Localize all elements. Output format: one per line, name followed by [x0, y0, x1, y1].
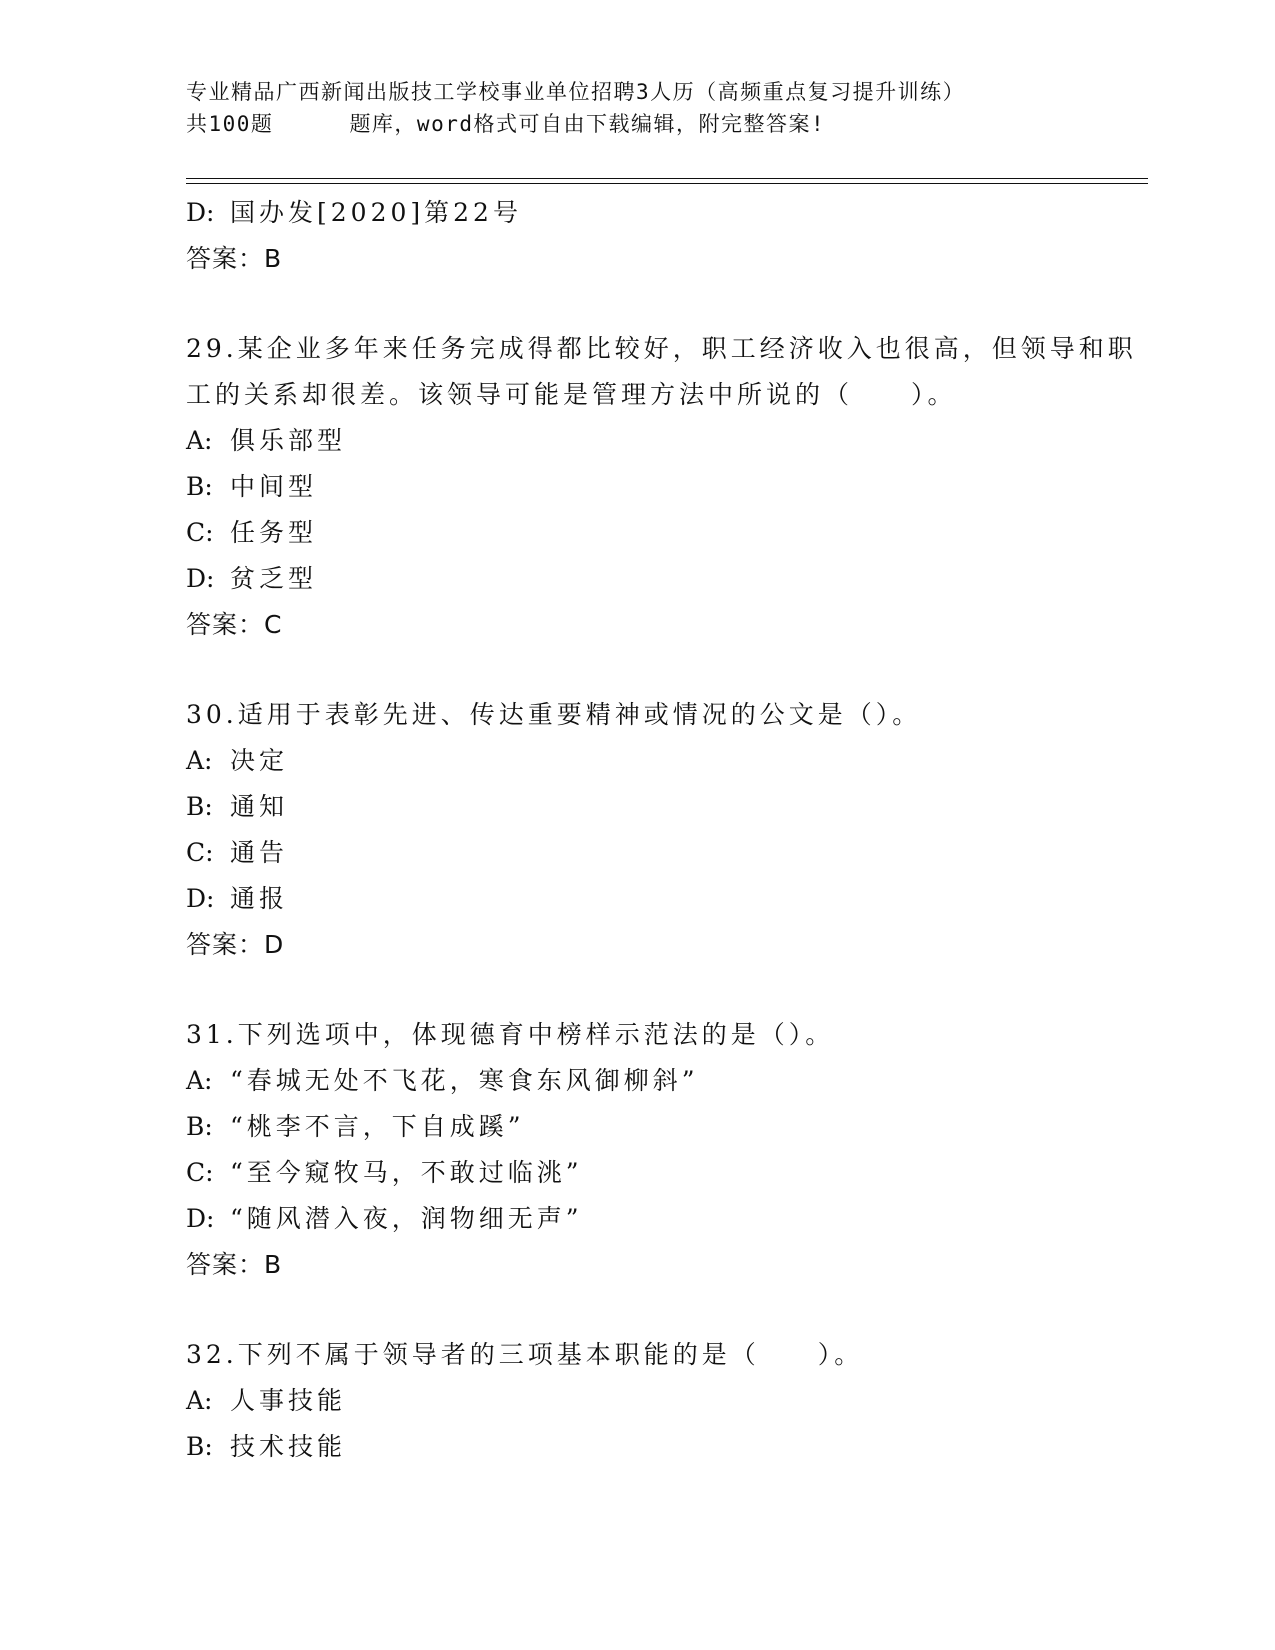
option-label: B: — [186, 1112, 213, 1141]
option-text: 通告 — [230, 838, 289, 867]
answer-line: 答案：D — [186, 930, 285, 959]
question-stem: 29.某企业多年来任务完成得都比较好，职工经济收入也很高，但领导和职工的关系却很差。该领导可能是管理方法中所说的（ ）。 — [186, 334, 1137, 409]
question-stem: 30.适用于表彰先进、传达重要精神或情况的公文是（）。 — [186, 700, 922, 729]
option-d — [186, 556, 1146, 602]
option-label: C: — [186, 838, 214, 867]
question-stem: 31.下列选项中，体现德育中榜样示范法的是（）。 — [186, 1020, 835, 1049]
carryover-option-d — [186, 190, 1146, 236]
option-label: C: — [186, 1158, 214, 1187]
option-label: D: — [186, 564, 215, 593]
option-label: A: — [186, 1066, 213, 1095]
option-label: A: — [186, 746, 213, 775]
header-question-count: 共100题 — [186, 112, 274, 136]
option-text: 技术技能 — [230, 1432, 347, 1461]
option-text: 俱乐部型 — [230, 426, 347, 455]
option-text: 中间型 — [230, 472, 318, 501]
option-label: A: — [186, 426, 213, 455]
option-text: 任务型 — [230, 518, 318, 547]
option-text: 通知 — [230, 792, 289, 821]
option-c — [186, 830, 1146, 876]
question-30 — [186, 692, 1146, 968]
header-rule-top — [186, 178, 1148, 179]
carryover-answer: 答案：B — [186, 244, 283, 273]
option-text: 通报 — [230, 884, 289, 913]
document-body — [186, 190, 1146, 1470]
option-text: “春城无处不飞花，寒食东风御柳斜” — [230, 1066, 699, 1095]
option-text: 贫乏型 — [230, 564, 318, 593]
option-text: 决定 — [230, 746, 289, 775]
option-a — [186, 1378, 1146, 1424]
option-d — [186, 1196, 1146, 1242]
header-subtitle — [186, 108, 1146, 140]
document-header — [186, 76, 1146, 140]
option-label: D: — [186, 1204, 215, 1233]
question-32 — [186, 1332, 1146, 1470]
option-text: “桃李不言，下自成蹊” — [230, 1112, 525, 1141]
option-label: C: — [186, 518, 214, 547]
option-c — [186, 1150, 1146, 1196]
header-download-note: 题库，word格式可自由下载编辑，附完整答案! — [349, 112, 826, 136]
option-a — [186, 1058, 1146, 1104]
option-c — [186, 510, 1146, 556]
option-d — [186, 876, 1146, 922]
option-text: 国办发[2020]第22号 — [230, 198, 522, 227]
option-label: B: — [186, 472, 213, 501]
option-label: A: — [186, 1386, 213, 1415]
option-label: B: — [186, 792, 213, 821]
option-text: 人事技能 — [230, 1386, 347, 1415]
header-title: 专业精品广西新闻出版技工学校事业单位招聘3人历（高频重点复习提升训练） — [186, 80, 966, 104]
option-b — [186, 464, 1146, 510]
option-b — [186, 1104, 1146, 1150]
option-text: “随风潜入夜，润物细无声” — [230, 1204, 583, 1233]
option-label: D: — [186, 198, 215, 227]
question-29 — [186, 326, 1146, 648]
option-b — [186, 1424, 1146, 1470]
option-a — [186, 418, 1146, 464]
option-a — [186, 738, 1146, 784]
option-label: D: — [186, 884, 215, 913]
answer-line: 答案：C — [186, 610, 283, 639]
option-text: “至今窥牧马，不敢过临洮” — [230, 1158, 583, 1187]
answer-line: 答案：B — [186, 1250, 283, 1279]
option-label: B: — [186, 1432, 213, 1461]
question-31 — [186, 1012, 1146, 1288]
question-stem: 32.下列不属于领导者的三项基本职能的是（ ）。 — [186, 1340, 864, 1369]
header-rule-bottom — [186, 183, 1148, 184]
option-b — [186, 784, 1146, 830]
